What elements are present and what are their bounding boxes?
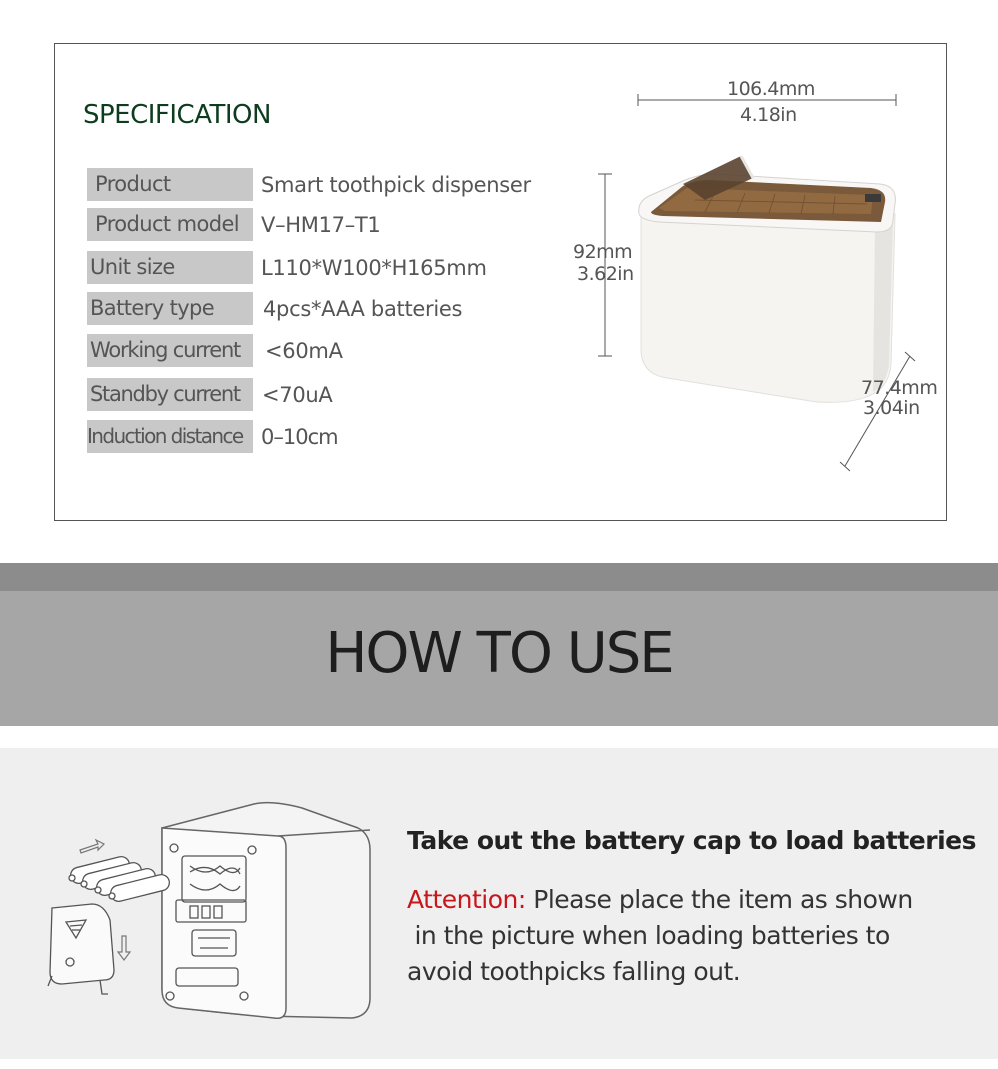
attention-line-2: in the picture when loading batteries to [407,921,890,950]
height-mm-label: 92mm [573,241,633,263]
spec-value: <60mA [265,338,343,363]
how-to-use-banner [0,591,998,726]
spec-value: 4pcs*AAA batteries [263,296,463,321]
spec-row-induction-distance [87,420,338,453]
spec-label: Product [87,168,253,201]
battery-loading-illustration [40,772,380,1032]
attention-line-3: avoid toothpicks falling out. [407,957,741,986]
section-divider [0,563,998,591]
width-mm-label: 106.4mm [727,78,815,100]
spec-label: Battery type [87,292,253,325]
height-in-label: 3.62in [577,263,634,285]
attention-line-1 [407,882,967,918]
spec-value: <70uA [262,382,333,407]
spec-value: L110*W100*H165mm [261,255,487,280]
how-to-use-heading: HOW TO USE [325,621,673,686]
spec-value: 0–10cm [261,424,338,449]
spec-value: Smart toothpick dispenser [261,172,531,197]
step-title: Take out the battery cap to load batteries [407,826,976,855]
attention-note [407,882,967,990]
width-in-label: 4.18in [740,104,797,126]
spec-label: Product model [87,208,253,241]
attention-text-1: Please place the item as shown [525,885,913,914]
spec-value: V–HM17–T1 [261,212,381,237]
attention-label: Attention: [407,885,526,914]
spec-row-battery [87,292,462,325]
spec-row-model [87,208,381,241]
spec-label: Standby current [87,378,253,411]
spec-label: Induction distance [87,420,253,453]
spec-row-product [87,168,531,201]
specification-title: SPECIFICATION [83,100,271,130]
instruction-panel [0,748,998,1059]
spec-row-standby-current [87,378,333,411]
spec-label: Working current [87,334,253,367]
depth-mm-label: 77.4mm [861,377,938,399]
spec-row-unit-size [87,251,487,284]
spec-row-working-current [87,334,343,367]
spec-label: Unit size [87,251,253,284]
depth-in-label: 3.04in [863,397,920,419]
specification-panel [54,43,947,521]
